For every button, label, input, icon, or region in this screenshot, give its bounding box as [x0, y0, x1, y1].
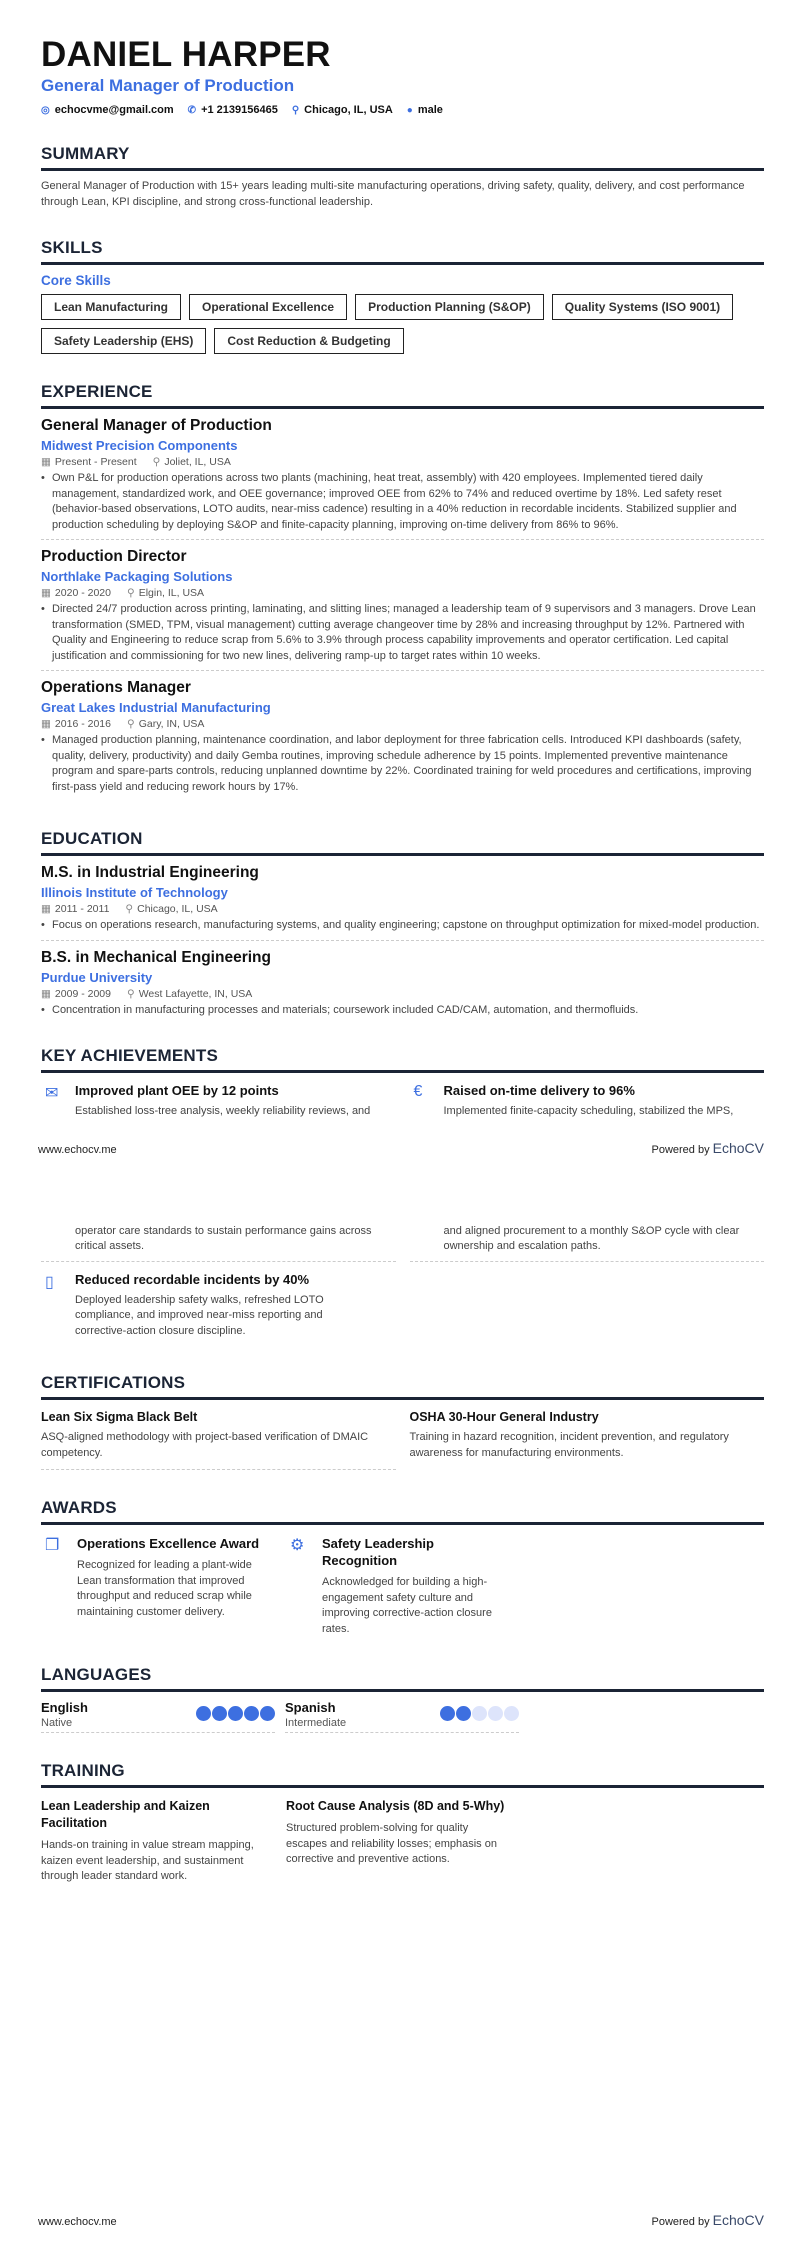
training-item: [41, 1798, 286, 1885]
job-description: Own P&L for production operations across two plants (machining, heat treat, assembly) with 420 employees. Implemented tiered daily management, standardized work, and OEE governance; improved OEE from 62% to 74% and reduced overtime by 18%. Led safety reset (behavior-based observations, LOTO audits, near-miss cadence) resulting in a 40% reduction in recordable incidents. Stabilized supplier and production scheduling by deploying S&OP and finite-capacity planning, improving on-time delivery from 86% to 96%.: [52, 472, 737, 531]
page-footer: [38, 2198, 764, 2246]
euro-icon: €: [413, 1083, 423, 1100]
location-pin-icon: ⚲: [126, 587, 135, 599]
section-heading: LANGUAGES: [41, 1665, 764, 1692]
dates: 2009 - 2009: [54, 987, 111, 1000]
achievement-continuation: [41, 1224, 396, 1262]
powered-by: [651, 1140, 764, 1156]
school-name: Illinois Institute of Technology: [41, 885, 228, 900]
skill-tag: Lean Manufacturing: [41, 294, 181, 320]
location-pin-icon: ⚲: [126, 987, 135, 1000]
experience-section: [41, 382, 764, 801]
position-title: Production Director: [41, 548, 187, 565]
cert-title: Lean Six Sigma Black Belt: [41, 1410, 198, 1424]
cert-desc: ASQ-aligned methodology with project-based verification of DMAIC competency.: [41, 1431, 369, 1459]
award-item: [41, 1535, 286, 1637]
achievement-item: [41, 1083, 396, 1126]
certification-item: [410, 1410, 765, 1470]
skill-tag: Production Planning (S&OP): [355, 294, 544, 320]
location-icon: ⚲: [291, 105, 300, 116]
section-heading: SUMMARY: [41, 144, 764, 171]
language-item: [41, 1700, 275, 1733]
proficiency-dot: [488, 1706, 503, 1721]
job-location: Joliet, IL, USA: [164, 456, 231, 468]
job-description: Directed 24/7 production across printing, laminating, and slitting lines; managed a leadership team of 9 supervisors and 3 managers. Drove Lean transformation (SMED, TPM, visual management) cutting average changeover time by 28% and increasing throughput by 12%. Partnered with Quality and Engineering to reduce scrap from 5.6% to 3.9% through process capability improvements and operator certification. Led capital justification and commissioning for two new lines, delivering ramp-up to target rates within 10 weeks.: [52, 603, 756, 662]
powered-by-label: Powered by: [651, 1143, 710, 1156]
documents-icon: ❐: [45, 1537, 60, 1554]
person-icon: ●: [406, 105, 413, 116]
experience-entry: Operations Manager Great Lakes Industrial Manufacturing ▦ 2016 - 2016 ⚲ Gary, IN, USA • Managed production planning, maintenance coordination, and labor deployment for three fabrication cells. Introduced KPI dashboards (safety, quality, delivery, productivity) and daily Gemba routines, improving schedule adherence by 15 points. Implemented preventive maintenance program and spare-parts controls, reducing unplanned downtime by 22%. Coordinated training for weld procedures and certifications, improving first-pass yield and reducing rework hours by 17%.: [41, 671, 764, 801]
candidate-title: General Manager of Production: [41, 76, 295, 95]
proficiency-dot: [472, 1706, 487, 1721]
location-pin-icon: ⚲: [152, 456, 161, 468]
achievement-desc: Implemented finite-capacity scheduling, stabilized the MPS,: [443, 1105, 734, 1117]
award-desc: Acknowledged for building a high-engagement safety culture and improving corrective-action closure rates.: [322, 1576, 492, 1635]
location-pin-icon: ⚲: [125, 903, 134, 915]
proficiency-dot: [244, 1706, 259, 1721]
brand-logo[interactable]: EchoCV: [712, 2211, 764, 2228]
position-title: General Manager of Production: [41, 417, 272, 434]
job-location: Elgin, IL, USA: [138, 587, 205, 599]
gender: male: [417, 104, 443, 116]
position-title: Operations Manager: [41, 679, 191, 696]
achievement-title: Improved plant OEE by 12 points: [75, 1083, 279, 1098]
language-level: Intermediate: [285, 1717, 347, 1729]
award-title: Safety Leadership Recognition: [322, 1536, 434, 1568]
calendar-icon: ▦: [41, 718, 51, 730]
proficiency-dot: [440, 1706, 455, 1721]
candidate-name: DANIEL HARPER: [41, 35, 331, 74]
education-section: [41, 829, 764, 1024]
summary-section: [41, 144, 764, 210]
achievement-item: [410, 1083, 765, 1126]
language-name: English: [41, 1700, 88, 1715]
cert-title: OSHA 30-Hour General Industry: [409, 1410, 599, 1424]
certifications-section: [41, 1373, 764, 1470]
achievement-desc: Deployed leadership safety walks, refreshed LOTO compliance, and improved near-miss reporting and corrective-action closure discipline.: [75, 1293, 324, 1337]
achievement-continuation: [410, 1224, 765, 1262]
proficiency-dots: [196, 1706, 275, 1729]
education-description: Concentration in manufacturing processes and materials; coursework included CAD/CAM, automation, and thermofluids.: [52, 1003, 639, 1016]
section-heading: CERTIFICATIONS: [41, 1373, 764, 1400]
education-entry: B.S. in Mechanical Engineering Purdue University ▦ 2009 - 2009 ⚲ West Lafayette, IN, USA • Concentration in manufacturing processes and materials; coursework included CAD/CAM, automation, and thermofluids.: [41, 941, 764, 1025]
proficiency-dot: [456, 1706, 471, 1721]
skills-section: [41, 238, 764, 354]
brand-logo[interactable]: EchoCV: [712, 1139, 764, 1156]
contact-row: [41, 104, 764, 116]
training-item: [286, 1798, 531, 1885]
location-pin-icon: ⚲: [126, 718, 135, 730]
skill-tag: Operational Excellence: [189, 294, 347, 320]
page-footer: [38, 1126, 764, 1174]
training-desc: Hands-on training in value stream mapping, kaizen event leadership, and sustainment through leader standard work.: [41, 1839, 254, 1882]
mobile-phone-icon: ▯: [45, 1273, 54, 1291]
phone-icon: ✆: [187, 105, 197, 116]
section-heading: KEY ACHIEVEMENTS: [41, 1046, 764, 1073]
phone[interactable]: +1 2139156465: [201, 104, 278, 116]
calendar-icon: ▦: [41, 987, 51, 1000]
section-heading: SKILLS: [41, 238, 764, 265]
email-icon: ◎: [41, 105, 50, 116]
email[interactable]: echocvme@gmail.com: [54, 104, 174, 116]
education-entry: M.S. in Industrial Engineering Illinois Institute of Technology ▦ 2011 - 2011 ⚲ Chicago, IL, USA • Focus on operations research, manufacturing systems, and quality engineering; capstone on throughput optimization for mixed-model production.: [41, 856, 764, 941]
proficiency-dot: [228, 1706, 243, 1721]
award-desc: Recognized for leading a plant-wide Lean transformation that improved throughput and reduced scrap while maintaining customer delivery.: [77, 1559, 252, 1618]
training-title: Lean Leadership and Kaizen Facilitation: [41, 1799, 210, 1830]
language-item: [285, 1700, 519, 1733]
company-name: Northlake Packaging Solutions: [41, 569, 233, 584]
achievement-desc: and aligned procurement to a monthly S&OP cycle with clear ownership and escalation paths.: [443, 1224, 740, 1252]
gear-icon: ⚙: [290, 1537, 305, 1554]
cert-desc: Training in hazard recognition, incident prevention, and regulatory awareness for manufacturing environments.: [409, 1431, 729, 1459]
company-name: Midwest Precision Components: [41, 438, 238, 453]
dates: Present - Present: [54, 456, 137, 468]
resume-page-2: [0, 1174, 794, 2246]
degree: B.S. in Mechanical Engineering: [41, 948, 271, 966]
achievement-desc: Established loss-tree analysis, weekly reliability reviews, and: [75, 1105, 371, 1117]
school-location: Chicago, IL, USA: [137, 903, 218, 915]
job-description: Managed production planning, maintenance coordination, and labor deployment for three fabrication cells. Introduced KPI dashboards (safety, quality, delivery, productivity) and daily Gemba routines, improving schedule adherence by 15 points. Implemented preventive maintenance program and spare-parts controls, reducing unplanned downtime by 22%. Coordinated training for weld procedures and certifications, improving first-pass yield and reducing rework hours by 17%.: [52, 734, 752, 793]
achievements-section: [41, 1046, 764, 1126]
calendar-icon: ▦: [41, 587, 51, 599]
language-name: Spanish: [285, 1700, 336, 1715]
school-name: Purdue University: [41, 969, 153, 985]
skill-tag: Safety Leadership (EHS): [41, 328, 206, 354]
calendar-icon: ▦: [41, 903, 51, 915]
company-name: Great Lakes Industrial Manufacturing: [41, 700, 271, 715]
award-item: [286, 1535, 531, 1637]
achievement-title: Reduced recordable incidents by 40%: [75, 1271, 310, 1287]
achievement-desc: operator care standards to sustain performance gains across critical assets.: [75, 1224, 372, 1252]
experience-entry: Production Director Northlake Packaging Solutions ▦ 2020 - 2020 ⚲ Elgin, IL, USA • Directed 24/7 production across printing, laminating, and slitting lines; managed a leadership team of 9 supervisors and 3 managers. Drove Lean transformation (SMED, TPM, visual management) cutting average changeover time by 28% and increasing throughput by 12%. Partnered with Quality and Engineering to reduce scrap from 5.6% to 3.9% through process capability improvements and operator certification. Led capital justification and commissioning for two new lines, delivering ramp-up to target rates within 10 weeks.: [41, 540, 764, 671]
awards-section: [41, 1498, 764, 1637]
achievement-item: [41, 1262, 396, 1346]
job-location: Gary, IN, USA: [138, 718, 205, 730]
section-heading: EXPERIENCE: [41, 382, 764, 409]
training-section: [41, 1761, 764, 1885]
achievement-title: Raised on-time delivery to 96%: [443, 1083, 635, 1098]
experience-entry: General Manager of Production Midwest Precision Components ▦ Present - Present ⚲ Joliet, IL, USA • Own P&L for production operations across two plants (machining, heat treat, assembly) with 420 employees. Implemented tiered daily management, standardized work, and OEE governance; improved OEE from 62% to 74% and reduced overtime by 18%. Led safety reset (behavior-based observations, LOTO audits, near-miss cadence) resulting in a 40% reduction in recordable incidents. Stabilized supplier and production scheduling by deploying S&OP and finite-capacity planning, improving on-time delivery from 86% to 96%.: [41, 409, 764, 540]
skill-tag: Quality Systems (ISO 9001): [552, 294, 733, 320]
envelope-icon: ✉: [45, 1085, 59, 1102]
footer-site-link[interactable]: www.echocv.me: [38, 1143, 117, 1156]
powered-by: [651, 2212, 764, 2228]
certification-item: [41, 1410, 396, 1470]
award-title: Operations Excellence Award: [77, 1536, 260, 1551]
proficiency-dot: [196, 1706, 211, 1721]
powered-by-label: Powered by: [651, 2215, 710, 2228]
proficiency-dot: [504, 1706, 519, 1721]
footer-site-link[interactable]: www.echocv.me: [38, 2215, 117, 2228]
section-heading: EDUCATION: [41, 829, 764, 856]
languages-section: [41, 1665, 764, 1733]
dates: 2016 - 2016: [54, 718, 111, 730]
location: Chicago, IL, USA: [304, 104, 393, 116]
skill-group-title: Core Skills: [41, 273, 111, 288]
language-level: Native: [41, 1717, 73, 1729]
education-description: Focus on operations research, manufacturing systems, and quality engineering; capstone on throughput optimization for mixed-model production.: [52, 919, 760, 931]
skill-tag: Cost Reduction & Budgeting: [214, 328, 403, 354]
section-heading: AWARDS: [41, 1498, 764, 1525]
school-location: West Lafayette, IN, USA: [138, 987, 253, 1000]
summary-text: General Manager of Production with 15+ years leading multi-site manufacturing operations, driving safety, quality, delivery, and cost performance through Lean, KPI discipline, and strong cross-functional leadership.: [41, 180, 745, 208]
training-title: Root Cause Analysis (8D and 5-Why): [286, 1799, 505, 1813]
proficiency-dot: [260, 1706, 275, 1721]
proficiency-dots: [440, 1706, 519, 1729]
dates: 2020 - 2020: [54, 587, 111, 599]
calendar-icon: ▦: [41, 456, 51, 468]
degree: M.S. in Industrial Engineering: [41, 864, 259, 881]
proficiency-dot: [212, 1706, 227, 1721]
training-desc: Structured problem-solving for quality escapes and reliability losses; emphasis on corrective and preventive actions.: [286, 1822, 497, 1865]
section-heading: TRAINING: [41, 1761, 764, 1788]
dates: 2011 - 2011: [54, 903, 110, 915]
